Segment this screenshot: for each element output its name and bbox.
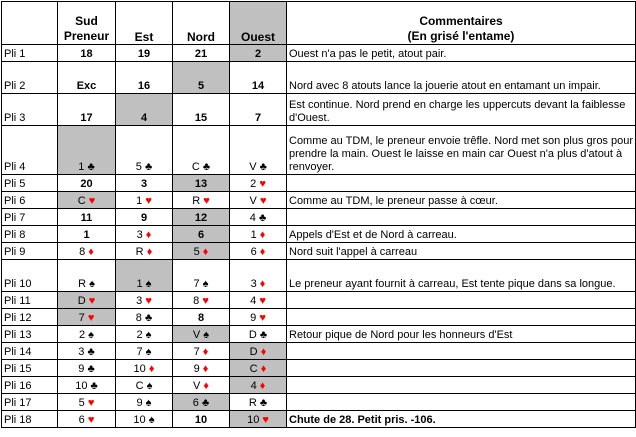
comment <box>287 394 636 411</box>
heart-icon: ♥ <box>259 195 267 207</box>
comment: Nord avec 8 atouts lance la jouerie atout en entamant un impair. <box>287 62 636 94</box>
club-icon: ♣ <box>259 161 267 173</box>
comment <box>287 377 636 394</box>
card-est <box>116 411 173 428</box>
club-icon: ♣ <box>259 397 268 409</box>
club-icon: ♣ <box>87 363 95 375</box>
heart-icon: ♥ <box>203 195 210 207</box>
card-ouest <box>230 192 287 209</box>
card-value: 7 <box>193 346 200 358</box>
card-value: 6 <box>78 414 85 426</box>
pli-label: Pli 6 <box>2 192 58 209</box>
spade-icon: ♠ <box>203 329 210 341</box>
card-value: 12 <box>194 212 208 224</box>
card-value: 2 <box>254 48 262 60</box>
card-value: 4 <box>250 380 257 392</box>
card-ouest <box>230 62 287 94</box>
comment: Nord suit l'appel à carreau <box>287 243 636 260</box>
heart-icon: ♥ <box>87 414 95 426</box>
card-value: 21 <box>194 48 208 60</box>
card-value: 2 <box>250 178 257 190</box>
card-nord <box>173 226 230 243</box>
table-row <box>2 394 636 411</box>
pli-label: Pli 7 <box>2 209 58 226</box>
card-sud <box>58 411 116 428</box>
card-value: 5 <box>197 80 205 92</box>
club-icon: ♣ <box>87 161 95 173</box>
heart-icon: ♥ <box>88 295 96 307</box>
card-ouest <box>230 377 287 394</box>
diamond-icon: ♦ <box>259 380 266 392</box>
card-value: 3 <box>136 229 143 241</box>
card-value: 6 <box>192 397 199 409</box>
diamond-icon: ♦ <box>259 278 266 290</box>
card-est <box>116 292 173 309</box>
pli-label: Pli 4 <box>2 126 58 175</box>
card-ouest <box>230 209 287 226</box>
club-icon: ♣ <box>90 380 98 392</box>
card-sud <box>58 377 116 394</box>
card-sud <box>58 94 116 126</box>
card-value: 3 <box>140 178 148 190</box>
pli-label: Pli 13 <box>2 326 58 343</box>
card-value: 5 <box>193 246 200 258</box>
card-value: 16 <box>137 80 151 92</box>
table-row <box>2 192 636 209</box>
card-value: 17 <box>80 112 93 124</box>
card-nord <box>173 360 230 377</box>
heart-icon: ♥ <box>145 195 152 207</box>
card-value: 6 <box>250 246 257 258</box>
card-ouest <box>230 260 287 292</box>
table-row <box>2 260 636 292</box>
heart-icon: ♥ <box>259 178 266 190</box>
pli-label: Pli 5 <box>2 175 58 192</box>
tricks-table <box>1 1 636 428</box>
card-sud <box>58 260 116 292</box>
card-value: 7 <box>254 112 262 124</box>
card-sud <box>58 226 116 243</box>
card-nord <box>173 175 230 192</box>
card-value: C <box>77 195 86 207</box>
diamond-icon: ♦ <box>88 246 94 258</box>
card-value: R <box>78 278 87 290</box>
pli-label: Pli 2 <box>2 62 58 94</box>
card-nord <box>173 192 230 209</box>
table-row <box>2 309 636 326</box>
card-value: 9 <box>78 363 85 375</box>
card-sud <box>58 360 116 377</box>
card-value: 9 <box>140 212 148 224</box>
club-icon: ♣ <box>201 397 210 409</box>
card-value: 1 <box>250 229 257 241</box>
card-ouest <box>230 292 287 309</box>
card-ouest <box>230 411 287 428</box>
card-value: 10 <box>133 414 146 426</box>
card-ouest <box>230 94 287 126</box>
header-nord: Nord <box>173 2 230 45</box>
card-value: V <box>249 161 257 173</box>
heart-icon: ♥ <box>88 195 96 207</box>
diamond-icon: ♦ <box>259 246 266 258</box>
club-icon: ♣ <box>144 312 153 324</box>
card-value: 8 <box>79 246 86 258</box>
club-icon: ♣ <box>258 212 267 224</box>
club-icon: ♣ <box>87 346 95 358</box>
card-sud <box>58 292 116 309</box>
card-ouest <box>230 126 287 175</box>
card-value: 5 <box>135 161 142 173</box>
heart-icon: ♥ <box>259 312 266 324</box>
card-value: 10 <box>194 414 208 426</box>
card-est <box>116 226 173 243</box>
card-est <box>116 45 173 62</box>
card-value: 7 <box>78 312 85 324</box>
card-value: 1 <box>136 278 143 290</box>
card-sud <box>58 394 116 411</box>
card-nord <box>173 326 230 343</box>
table-row <box>2 62 636 94</box>
spade-icon: ♠ <box>89 278 95 290</box>
comment <box>287 209 636 226</box>
card-nord <box>173 45 230 62</box>
card-value: 9 <box>136 397 143 409</box>
card-value: 3 <box>136 295 143 307</box>
card-ouest <box>230 343 287 360</box>
card-sud <box>58 62 116 94</box>
table-row <box>2 226 636 243</box>
table-row <box>2 343 636 360</box>
card-nord <box>173 62 230 94</box>
card-value: 8 <box>197 312 205 324</box>
diamond-icon: ♦ <box>259 229 266 241</box>
heart-icon: ♥ <box>202 295 209 307</box>
card-est <box>116 62 173 94</box>
card-nord <box>173 377 230 394</box>
card-ouest <box>230 175 287 192</box>
spade-icon: ♠ <box>202 278 209 290</box>
card-value: 4 <box>140 112 148 124</box>
diamond-icon: ♦ <box>260 363 267 375</box>
pli-label: Pli 10 <box>2 260 58 292</box>
pli-label: Pli 1 <box>2 45 58 62</box>
header-commentaires: Commentaires (En grisé l'entame) <box>287 2 636 45</box>
card-nord <box>173 411 230 428</box>
card-value: 4 <box>250 295 257 307</box>
club-icon: ♣ <box>202 161 211 173</box>
card-value: 8 <box>135 312 142 324</box>
card-est <box>116 94 173 126</box>
card-value: 19 <box>137 48 151 60</box>
comment: Comme au TDM, le preneur passe à cœur. <box>287 192 636 209</box>
comment: Chute de 28. Petit pris. -106. <box>287 411 636 428</box>
comment <box>287 309 636 326</box>
comment <box>287 343 636 360</box>
table-row <box>2 243 636 260</box>
card-est <box>116 192 173 209</box>
header-row <box>2 2 636 45</box>
card-value: 9 <box>193 363 200 375</box>
diamond-icon: ♦ <box>202 246 209 258</box>
card-nord <box>173 292 230 309</box>
diamond-icon: ♦ <box>260 346 267 358</box>
card-value: 1 <box>78 161 85 173</box>
card-value: 14 <box>251 80 265 92</box>
card-value: 8 <box>193 295 200 307</box>
card-est <box>116 326 173 343</box>
card-nord <box>173 343 230 360</box>
card-value: 13 <box>194 178 208 190</box>
table-row <box>2 360 636 377</box>
header-ouest: Ouest <box>230 2 287 45</box>
pli-label: Pli 3 <box>2 94 58 126</box>
card-ouest <box>230 45 287 62</box>
card-est <box>116 260 173 292</box>
header-sud: Sud Preneur <box>58 2 116 45</box>
card-value: C <box>135 380 144 392</box>
card-sud <box>58 326 116 343</box>
diamond-icon: ♦ <box>202 346 209 358</box>
card-est <box>116 377 173 394</box>
table-row <box>2 126 636 175</box>
table-row <box>2 175 636 192</box>
pli-label: Pli 16 <box>2 377 58 394</box>
card-ouest <box>230 394 287 411</box>
table-row <box>2 45 636 62</box>
table-row <box>2 292 636 309</box>
card-est <box>116 243 173 260</box>
comment: Appels d'Est et de Nord à carreau. <box>287 226 636 243</box>
heart-icon: ♥ <box>145 295 152 307</box>
card-value: 20 <box>80 178 93 190</box>
table-row <box>2 326 636 343</box>
diamond-icon: ♦ <box>145 229 152 241</box>
card-sud <box>58 192 116 209</box>
card-value: 18 <box>80 48 93 60</box>
card-value: V <box>192 380 201 392</box>
card-sud <box>58 45 116 62</box>
card-value: 1 <box>136 195 143 207</box>
comment <box>287 292 636 309</box>
table-row <box>2 377 636 394</box>
pli-label: Pli 8 <box>2 226 58 243</box>
pli-label: Pli 17 <box>2 394 58 411</box>
diamond-icon: ♦ <box>146 246 153 258</box>
card-value: D <box>249 346 258 358</box>
diamond-icon: ♦ <box>202 363 209 375</box>
header-pli <box>2 2 58 45</box>
comment: Retour pique de Nord pour les honneurs d'Est <box>287 326 636 343</box>
comment: Ouest n'a pas le petit, atout pair. <box>287 45 636 62</box>
card-value: D <box>248 329 257 341</box>
card-value: 7 <box>136 346 143 358</box>
card-value: C <box>191 161 200 173</box>
card-nord <box>173 394 230 411</box>
card-value: 2 <box>136 329 143 341</box>
card-sud <box>58 243 116 260</box>
card-value: Exc <box>76 80 97 92</box>
card-value: 11 <box>80 212 93 224</box>
heart-icon: ♥ <box>87 397 95 409</box>
card-value: 6 <box>197 229 205 241</box>
card-est <box>116 360 173 377</box>
card-nord <box>173 126 230 175</box>
card-value: 3 <box>78 346 85 358</box>
spade-icon: ♠ <box>145 397 152 409</box>
card-ouest <box>230 326 287 343</box>
pli-label: Pli 14 <box>2 343 58 360</box>
club-icon: ♣ <box>144 161 153 173</box>
card-value: 2 <box>78 329 86 341</box>
comment <box>287 175 636 192</box>
header-est: Est <box>116 2 173 45</box>
card-ouest <box>230 360 287 377</box>
diamond-icon: ♦ <box>148 363 155 375</box>
card-value: 5 <box>78 397 85 409</box>
card-value: 4 <box>249 212 256 224</box>
club-icon: ♣ <box>259 329 268 341</box>
card-nord <box>173 260 230 292</box>
diamond-icon: ♦ <box>203 380 210 392</box>
card-sud <box>58 175 116 192</box>
spade-icon: ♠ <box>146 380 153 392</box>
card-ouest <box>230 309 287 326</box>
table-row <box>2 411 636 428</box>
card-value: R <box>248 397 257 409</box>
spade-icon: ♠ <box>148 414 155 426</box>
card-value: R <box>135 246 144 258</box>
card-value: 15 <box>194 112 208 124</box>
card-est <box>116 126 173 175</box>
card-sud <box>58 343 116 360</box>
heart-icon: ♥ <box>262 414 269 426</box>
card-est <box>116 175 173 192</box>
card-value: 1 <box>83 229 90 241</box>
card-value: C <box>249 363 258 375</box>
card-nord <box>173 243 230 260</box>
card-value: 10 <box>75 380 88 392</box>
card-value: 7 <box>193 278 200 290</box>
card-est <box>116 309 173 326</box>
card-sud <box>58 126 116 175</box>
card-nord <box>173 309 230 326</box>
card-value: 10 <box>247 414 260 426</box>
table-row <box>2 209 636 226</box>
card-nord <box>173 209 230 226</box>
pli-label: Pli 12 <box>2 309 58 326</box>
card-value: R <box>192 195 201 207</box>
card-value: D <box>77 295 86 307</box>
card-sud <box>58 209 116 226</box>
card-value: 3 <box>250 278 257 290</box>
pli-label: Pli 11 <box>2 292 58 309</box>
card-value: V <box>192 329 201 341</box>
comment: Est continue. Nord prend en charge les uppercuts devant la faiblesse d'Ouest. <box>287 94 636 126</box>
comment <box>287 360 636 377</box>
spade-icon: ♠ <box>88 329 95 341</box>
pli-label: Pli 18 <box>2 411 58 428</box>
pli-label: Pli 15 <box>2 360 58 377</box>
spade-icon: ♠ <box>145 346 152 358</box>
comment: Comme au TDM, le preneur envoie trêfle. Nord met son plus gros pour prendre la main. Ouest le laisse en main car Ouest n'a plus d'atout à renvoyer. <box>287 126 636 175</box>
heart-icon: ♥ <box>87 312 95 324</box>
pli-label: Pli 9 <box>2 243 58 260</box>
spade-icon: ♠ <box>145 278 152 290</box>
card-est <box>116 394 173 411</box>
card-value: 9 <box>250 312 257 324</box>
spade-icon: ♠ <box>145 329 152 341</box>
heart-icon: ♥ <box>259 295 266 307</box>
card-est <box>116 343 173 360</box>
card-value: 10 <box>133 363 146 375</box>
card-sud <box>58 309 116 326</box>
card-ouest <box>230 226 287 243</box>
table-row <box>2 94 636 126</box>
card-est <box>116 209 173 226</box>
card-value: V <box>249 195 257 207</box>
card-nord <box>173 94 230 126</box>
card-ouest <box>230 243 287 260</box>
comment: Le preneur ayant fournit à carreau, Est tente pique dans sa longue. <box>287 260 636 292</box>
